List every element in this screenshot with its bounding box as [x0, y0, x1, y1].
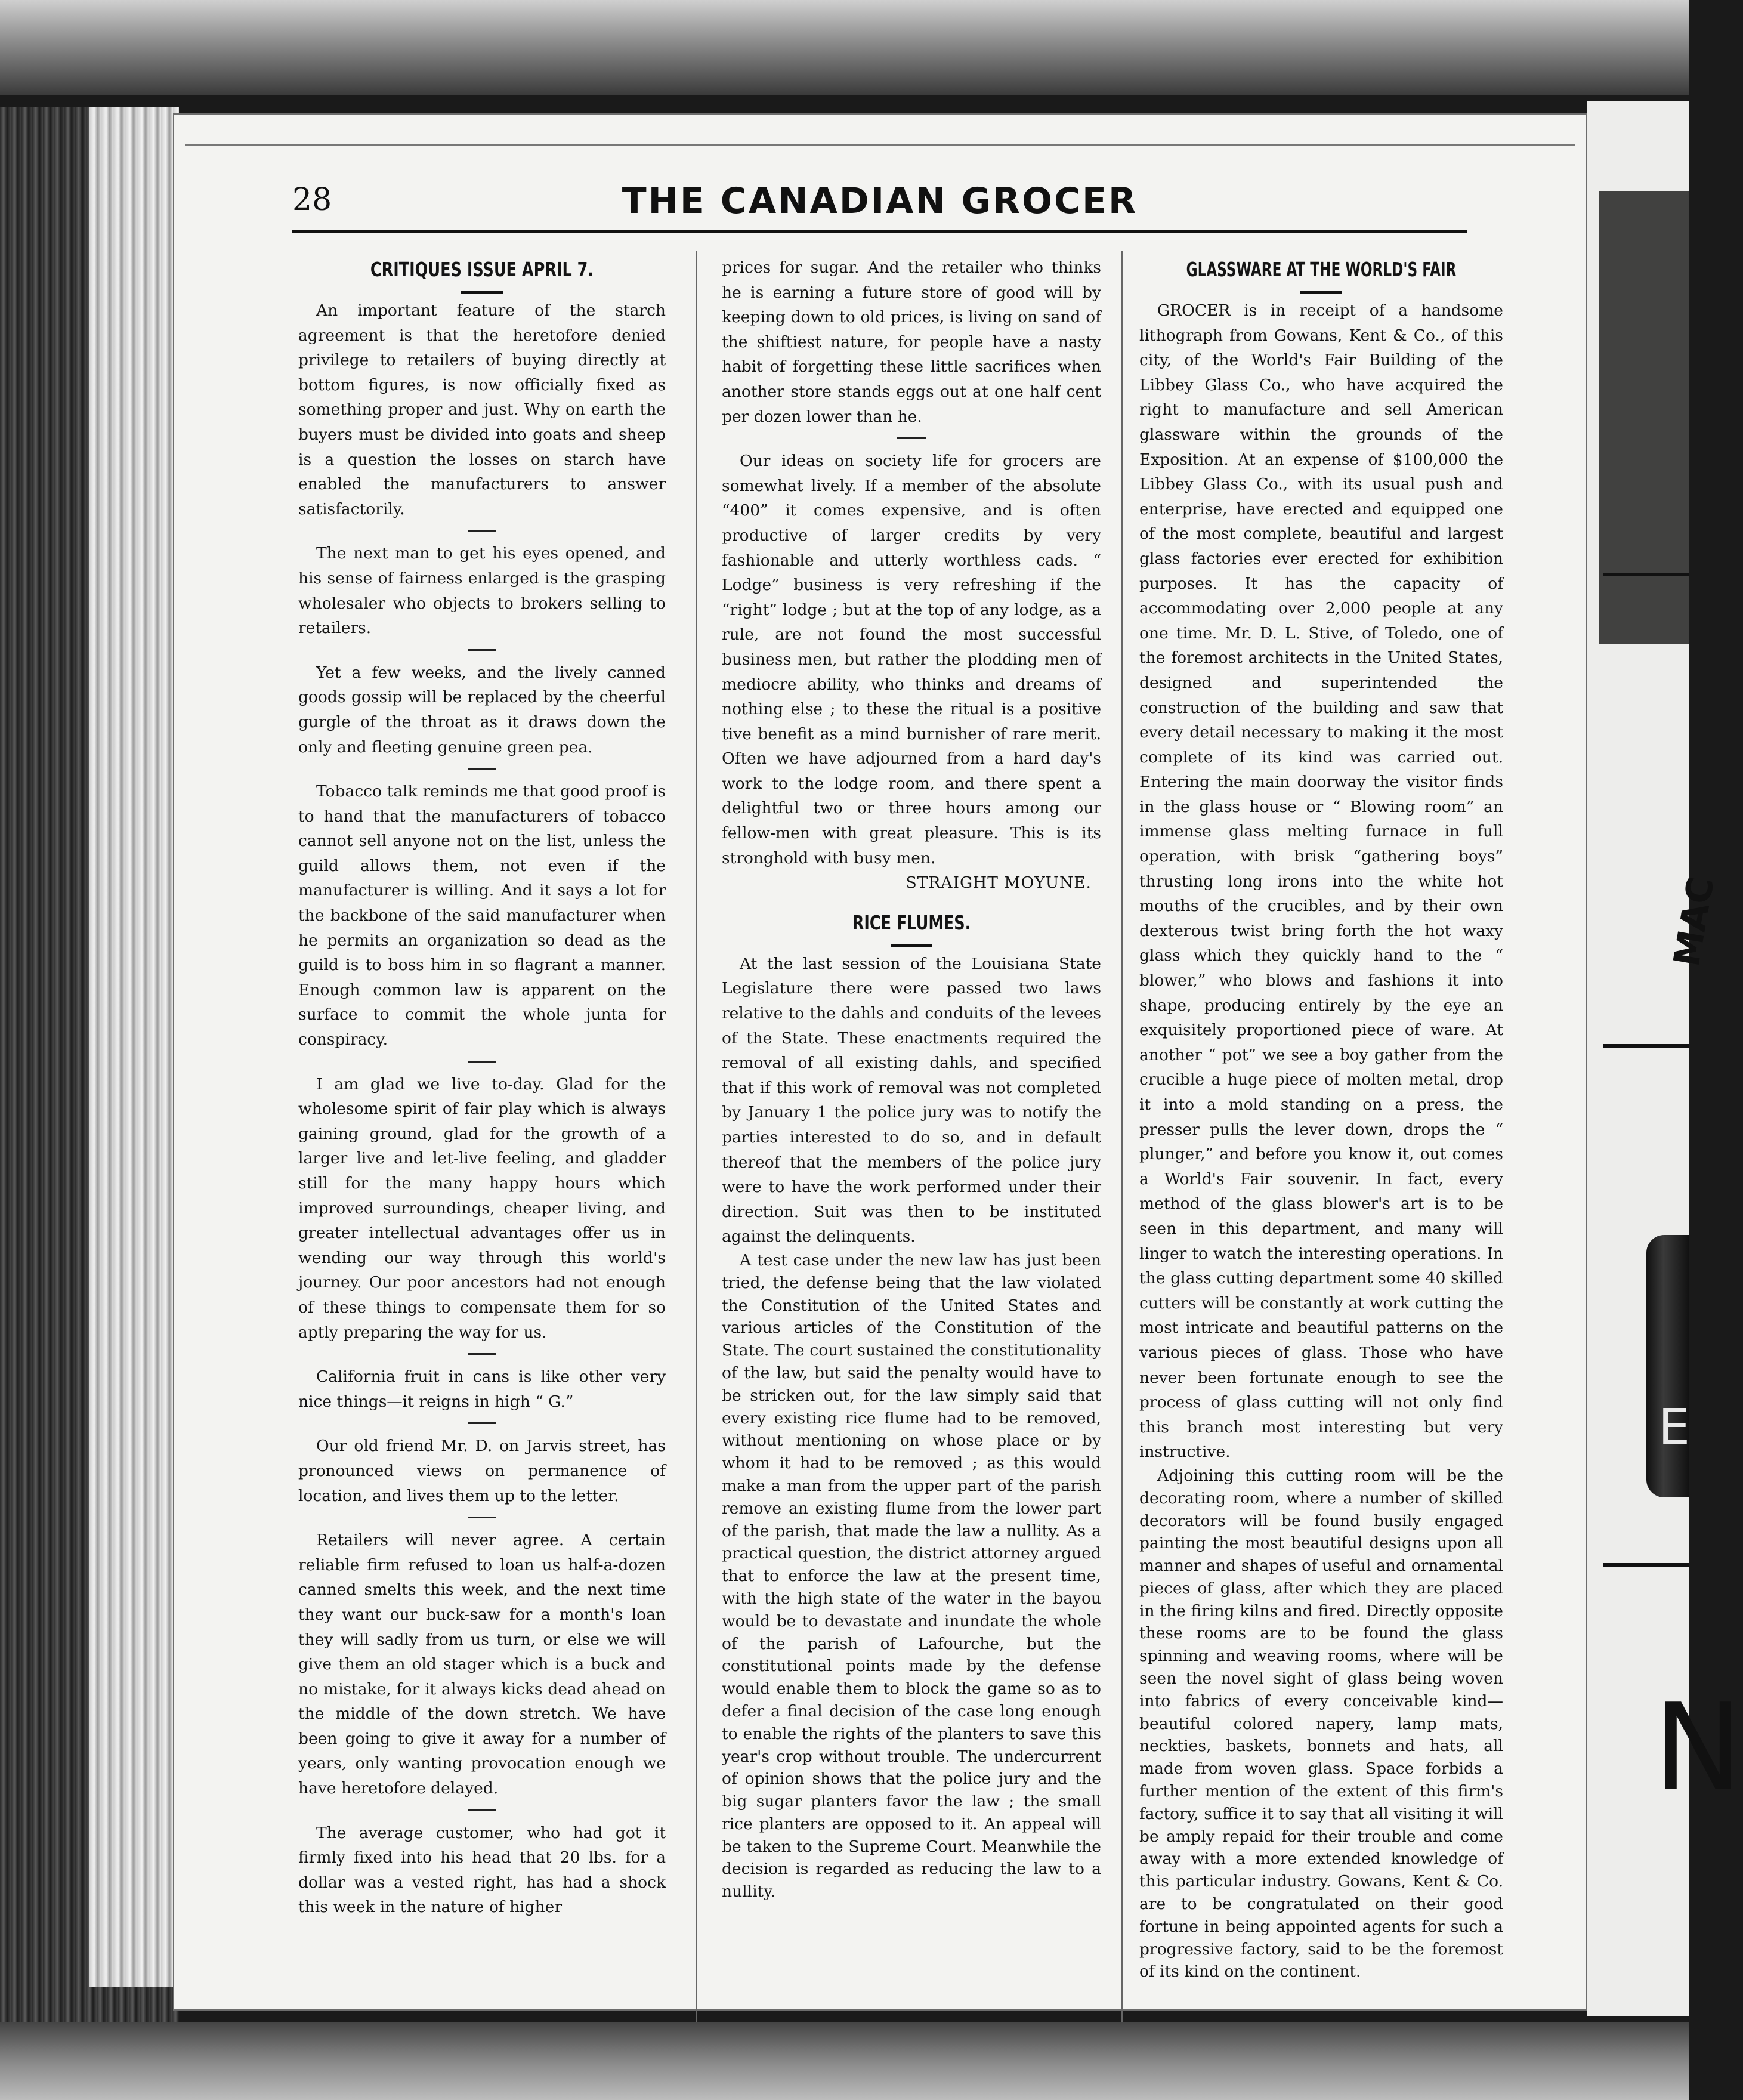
paragraph: I am glad we live to-day. Glad for the wholesome spirit of fair play which is always gaining ground, glad for the growth of a larger live and let-live feeling, and gladder still for the many happy hours which improved surroundings, cheaper living, and greater intellectual advantages offer us in wending our way through this world's journey. Our poor ancestors had not enough of these things to compensate them for so aptly preparing the way for us.	[298, 1074, 666, 1342]
paragraph: The average customer, who had got it firmly fixed into his head that 20 lbs. for a dollar was a vested right, has had a shock this week in the nature of higher	[298, 1823, 666, 1917]
separator	[468, 1517, 496, 1518]
masthead: THE CANADIAN GROCER	[622, 180, 1138, 222]
separator	[468, 530, 496, 532]
signature: STRAIGHT MOYUNE.	[906, 873, 1092, 892]
critiques-heading: CRITIQUES ISSUE APRIL 7.	[370, 258, 594, 281]
scan-top-border	[0, 0, 1689, 95]
adjacent-page-rule	[1603, 573, 1689, 576]
adjacent-page	[1587, 101, 1743, 2016]
column-2	[722, 255, 1101, 1903]
adjacent-page-big-letter: N	[1654, 1678, 1743, 1817]
separator	[468, 649, 496, 651]
paragraph: prices for sugar. And the retailer who thinks he is earning a future store of good will by keeping down to old prices, is living on sand of the shiftiest nature, for people have a nasty habit of forgetting these little sacrifices when another store stands eggs out at one half cent per dozen lower than he.	[722, 258, 1101, 426]
heading-underline	[1300, 291, 1342, 294]
newspaper-page	[173, 113, 1587, 2011]
paragraph: GROCER is in receipt of a handsome lithograph from Gowans, Kent & Co., of this city, of the World's Fair Building of the Libbey Glass Co., who have acquired the right to manufacture and sell American glassware within the grounds of the Exposition. At an expense of $100,000 the Libbey Glass Co., with its usual push and enterprise, have erected and equipped one of the most complete, beautiful and largest glass factories ever erected for exhibition purposes. It has the capacity of accommodating over 2,000 people at any one time. Mr. D. L. Stive, of Toledo, one of the foremost architects in the United States, designed and superintended the construction of the building and saw that every detail necessary to making it the most complete of its kind was carried out. Entering the main doorway the visitor finds in the glass house or “ Blowing room” an immense glass melting furnace in full operation, with brisk “gathering boys” thrusting long irons into the white hot mouths of the crucibles, and by their own dexterous twist bring forth the hot waxy glass which they quickly hand to the “ blower,” who blows and fashions it into shape, producing entirely by the eye an exquisitely proportioned piece of ware. At another “ pot” we see a boy gather from the crucible a huge piece of molten metal, drop it into a mold standing on a press, the presser pulls the lever down, drops the “ plunger,” and before you know it, out comes a World's Fair souvenir. In fact, every method of the glass blower's art is to be seen in this department, and many will linger to watch the interesting operations. In the glass cutting department some 40 skilled cutters will be constantly at work cutting the most intricate and beautiful patterns on the various pieces of glass. Those who have never been fortunate enough to see the process of glass cutting will not only find this branch most interesting but very instructive.	[1139, 301, 1503, 1462]
glassware-heading: GLASSWARE AT THE WORLD'S FAIR	[1186, 258, 1457, 281]
adjacent-page-rule	[1603, 1563, 1689, 1567]
rice-flumes-heading: RICE FLUMES.	[852, 910, 971, 934]
paragraph: Tobacco talk reminds me that good proof is to hand that the manufacturers of tobacco cannot sell anyone not on the list, unless the guild allows them, not even if the manufacturer is willing. And it says a lot for the backbone of the said manufacturer when he permits an organization so dead as the guild is to boss him in so flagrant a manner. Enough common law is apparent on the surface to commit the whole junta for conspiracy.	[298, 782, 666, 1049]
page-edges	[89, 107, 179, 1987]
adjacent-page-vertical-text: MAC	[1665, 873, 1723, 970]
paragraph: The next man to get his eyes opened, and his sense of fairness enlarged is the grasping wholesaler who objects to brokers selling to retailers.	[298, 544, 666, 638]
separator	[897, 437, 926, 439]
column-rule-2	[1121, 251, 1123, 2028]
paragraph: California fruit in cans is like other very nice things—it reigns in high “ G.”	[298, 1367, 666, 1411]
column-3	[1139, 255, 1503, 1983]
paragraph: Retailers will never agree. A certain reliable firm refused to loan us half-a-dozen canned smelts this week, and the next time they want our buck-saw for a month's loan they will sadly from us turn, or else we will give them an old stager which is a buck and no mistake, for it always kicks dead ahead on the middle of the down stretch. We have been going to give it away for a number of years, only wanting provocation enough we have heretofore delayed.	[298, 1531, 666, 1798]
page-number: 28	[292, 182, 332, 218]
separator	[468, 1809, 496, 1811]
heading-underline	[891, 944, 932, 947]
separator	[468, 1061, 496, 1063]
separator	[468, 768, 496, 770]
paragraph: An important feature of the starch agreement is that the heretofore denied privilege to retailers of buying directly at bottom figures, is now officially fixed as something proper and just. Why on earth the buyers must be divided into goats and sheep is a question the losses on starch have enabled the manufacturers to answer satisfactorily.	[298, 301, 666, 518]
column-1	[298, 255, 666, 1920]
adjacent-page-rule	[1603, 1044, 1689, 1048]
adjacent-page-letter-e: E	[1658, 1398, 1691, 1456]
paragraph: A test case under the new law has just been tried, the defense being that the law violated the Constitution of the United States and various articles of the Constitution of the State. The court sustained the constitutionality of the law, but said the penalty would have to be stricken out, for the law simply said that every existing rice flume had to be removed, without mentioning on whose place or by whom it had to be removed ; as this would make a man from the upper part of the parish remove an existing flume from the lower part of the parish, that made the law a nullity. As a practical question, the district attorney argued that to enforce the law at the present time, with the high state of the water in the bayou would be to devastate and inundate the whole of the parish of Lafourche, but the constitutional points made by the defense would enable them to block the game so as to defer a final decision of the case long enough to enable the rights of the planters to save this year's crop without trouble. The undercurrent of opinion shows that the police jury and the big sugar planters favor the law ; the small rice planters are opposed to it. An appeal will be taken to the Supreme Court. Meanwhile the decision is regarded as reducing the law to a nullity.	[722, 1250, 1101, 1901]
paragraph: Yet a few weeks, and the lively canned goods gossip will be replaced by the cheerful gurgle of the throat as it draws down the only and fleeting genuine green pea.	[298, 663, 666, 756]
adjacent-page-product-tin	[1646, 1235, 1689, 1497]
paragraph: Adjoining this cutting room will be the decorating room, where a number of skilled decorators will be found busily engaged painting the most beautiful designs upon all manner and shapes of useful and ornamental pieces of glass, after which they are placed in the firing kilns and fired. Directly opposite these rooms are to be found the glass spinning and weaving rooms, where will be seen the novel sight of glass being woven into fabrics of every conceivable kind—beautiful colored napery, lamp mats, neckties, baskets, bonnets and hats, all made from woven glass. Space forbids a further mention of the extent of this firm's factory, suffice it to say that all visiting it will be amply repaid for their trouble and come away with a more extended knowledge of this particular industry. Gowans, Kent & Co. are to be congratulated on their good fortune in being appointed agents for such a progressive factory, said to be the foremost of its kind on the continent.	[1139, 1466, 1503, 1981]
paragraph: At the last session of the Louisiana State Legislature there were passed two laws relative to the dahls and conduits of the levees of the State. These enactments required the removal of all existing dahls, and specified that if this work of removal was not completed by January 1 the police jury was to notify the parties interested to do so, and in default thereof that the members of the police jury were to have the work performed under their direction. Suit was then to be instituted against the delinquents.	[722, 954, 1101, 1246]
page-top-rule	[185, 144, 1575, 146]
separator	[468, 1353, 496, 1355]
paragraph: Our old friend Mr. D. on Jarvis street, has pronounced views on permanence of location, and lives them up to the letter.	[298, 1437, 666, 1505]
paragraph: Our ideas on society life for grocers are somewhat lively. If a member of the absolute “400” it comes expensive, and is often productive of larger credits by very fashionable and utterly worthless cads. “ Lodge” business is very refreshing if the “right” lodge ; but at the top of any lodge, as a rule, are not found the most successful business men, but rather the plodding men of mediocre ability, who thinks and dreams of nothing else ; to these the ritual is a positive tive benefit as a mind burnisher of rare merit. Often we have adjourned from a hard day's work to the lodge room, and there spent a delightful two or three hours among our fellow-men with great pleasure. This is its stronghold with busy men.	[722, 452, 1101, 867]
scan-bottom-border	[0, 2022, 1689, 2100]
heading-underline	[461, 291, 503, 294]
column-rule-1	[696, 251, 697, 2028]
adjacent-page-image	[1599, 191, 1689, 644]
separator	[468, 1422, 496, 1424]
masthead-rule	[292, 230, 1467, 233]
